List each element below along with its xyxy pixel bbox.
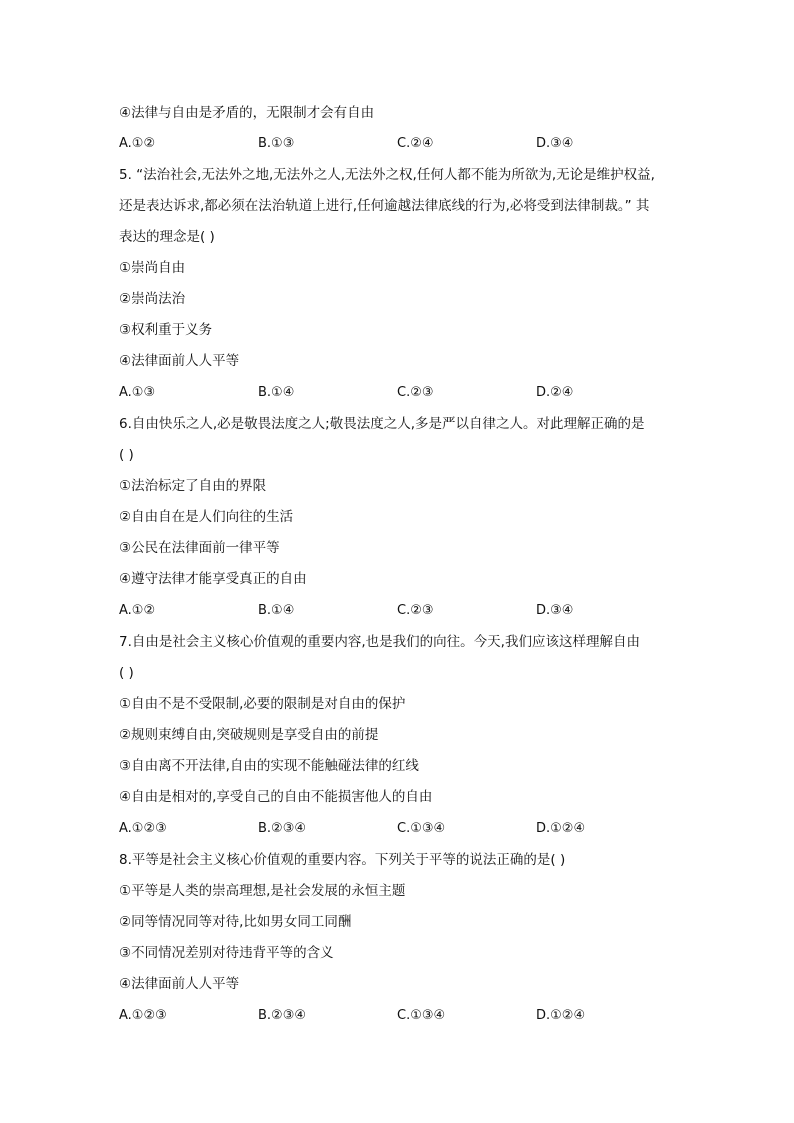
q7-choice-b: B.②③④ <box>258 821 307 836</box>
q6-stem-line-2: ( ) <box>119 447 134 463</box>
q5-choice-c: C.②③ <box>397 385 434 400</box>
q8-option-3: ③不同情况差别对待违背平等的含义 <box>119 945 334 961</box>
q4-choice-b: B.①③ <box>258 136 295 151</box>
q7-option-3: ③自由离不开法律,自由的实现不能触碰法律的红线 <box>119 758 419 774</box>
q4-choice-d: D.③④ <box>536 136 574 151</box>
q7-choice-a: A.①②③ <box>119 821 167 836</box>
q8-stem-line-1: 8.平等是社会主义核心价值观的重要内容。下列关于平等的说法正确的是( ) <box>119 852 566 868</box>
q8-option-4: ④法律面前人人平等 <box>119 976 240 992</box>
q5-choice-a: A.①③ <box>119 385 156 400</box>
q6-option-3: ③公民在法律面前一律平等 <box>119 540 280 556</box>
q8-option-2: ②同等情况同等对待,比如男女同工同酬 <box>119 914 352 930</box>
q5-stem-line-3: 表达的理念是( ) <box>119 229 215 245</box>
q6-choice-d: D.③④ <box>536 603 574 618</box>
q6-choice-a: A.①② <box>119 603 156 618</box>
q7-option-1: ①自由不是不受限制,必要的限制是对自由的保护 <box>119 696 406 712</box>
q7-stem-line-2: ( ) <box>119 665 134 681</box>
q7-stem-line-1: 7.自由是社会主义核心价值观的重要内容,也是我们的向往。今天,我们应该这样理解自由 <box>119 634 640 650</box>
q7-option-4: ④自由是相对的,享受自己的自由不能损害他人的自由 <box>119 789 433 805</box>
q6-choice-c: C.②③ <box>397 603 434 618</box>
q4-choice-c: C.②④ <box>397 136 434 151</box>
q8-choice-b: B.②③④ <box>258 1008 307 1023</box>
q6-option-2: ②自由自在是人们向往的生活 <box>119 509 294 525</box>
q5-option-2: ②崇尚法治 <box>119 291 186 307</box>
q8-choice-c: C.①③④ <box>397 1008 446 1023</box>
q5-option-3: ③权利重于义务 <box>119 322 213 338</box>
q7-option-2: ②规则束缚自由,突破规则是享受自由的前提 <box>119 727 379 743</box>
q5-choice-b: B.①④ <box>258 385 295 400</box>
q7-choice-d: D.①②④ <box>536 821 586 836</box>
q7-choice-c: C.①③④ <box>397 821 446 836</box>
q5-stem-line-1: 5. “法治社会,无法外之地,无法外之人,无法外之权,任何人都不能为所欲为,无论是维护权益, <box>119 167 655 183</box>
q5-option-4: ④法律面前人人平等 <box>119 353 240 369</box>
q6-option-4: ④遵守法律才能享受真正的自由 <box>119 571 307 587</box>
q8-option-1: ①平等是人类的崇高理想,是社会发展的永恒主题 <box>119 883 406 899</box>
q5-option-1: ①崇尚自由 <box>119 260 186 276</box>
q5-choice-d: D.②④ <box>536 385 574 400</box>
q8-choice-d: D.①②④ <box>536 1008 586 1023</box>
q6-choice-b: B.①④ <box>258 603 295 618</box>
q6-stem-line-1: 6.自由快乐之人,必是敬畏法度之人;敬畏法度之人,多是严以自律之人。对此理解正确的是 <box>119 416 645 432</box>
q6-option-1: ①法治标定了自由的界限 <box>119 478 267 494</box>
q4-choice-a: A.①② <box>119 136 156 151</box>
q5-stem-line-2: 还是表达诉求,都必须在法治轨道上进行,任何逾越法律底线的行为,必将受到法律制裁。” 其 <box>119 198 650 214</box>
q8-choice-a: A.①②③ <box>119 1008 167 1023</box>
q4-option-4: ④法律与自由是矛盾的，无限制才会有自由 <box>119 105 375 121</box>
